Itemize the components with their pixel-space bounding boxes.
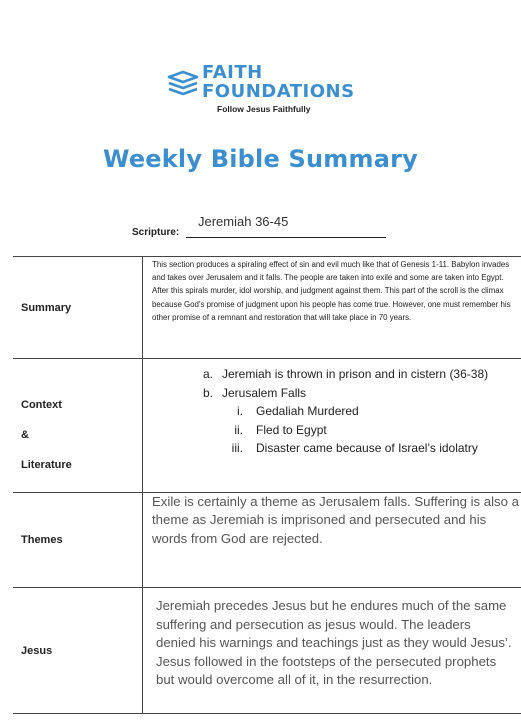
list-item-text: Gedaliah Murdered xyxy=(256,404,359,418)
logo-wordmark-line2: FOUNDATIONS xyxy=(202,81,355,102)
list-marker: i. xyxy=(237,404,243,418)
stacked-books-icon xyxy=(166,69,200,97)
context-subitem xyxy=(143,439,521,458)
list-item-text: Fled to Egypt xyxy=(256,422,327,437)
summary-label: Summary xyxy=(13,257,143,359)
context-list xyxy=(143,359,521,458)
context-cell[interactable] xyxy=(143,359,521,493)
summary-cell[interactable] xyxy=(143,257,521,359)
themes-row xyxy=(13,493,521,588)
summary-text: This section produces a spiraling effect of sin and evil much like that of Genesis 1-11. Babylon invades and takes over Jerusalem and it falls. The people are taken into exile and some are taken into Egypt. After this spirals murder, idol worship, and judgment against them. This part of the scroll is the climax because God's promise of judgment upon his people has come true. However, one must remember his other promise of a remnant and restoration that will take place in 70 years. xyxy=(152,260,511,322)
page-title: Weekly Bible Summary xyxy=(103,145,418,173)
context-label xyxy=(13,359,143,493)
summary-row xyxy=(13,257,521,359)
list-item-text: Disaster came because of Israel’s idolatry xyxy=(256,441,478,455)
themes-cell[interactable] xyxy=(143,493,521,588)
jesus-row xyxy=(13,588,521,714)
context-row xyxy=(13,359,521,493)
themes-text: Exile is certainly a theme as Jerusalem falls. Suffering is also a theme as Jeremiah is imprisoned and persecuted and his words from God are rejected. xyxy=(152,494,519,546)
brand-logo xyxy=(166,62,366,118)
list-marker: ii. xyxy=(234,422,243,437)
scripture-underline xyxy=(186,237,386,238)
themes-label: Themes xyxy=(13,493,143,588)
list-marker: iii. xyxy=(231,441,243,455)
context-item xyxy=(143,384,521,403)
list-marker: a. xyxy=(202,367,213,381)
jesus-label: Jesus xyxy=(13,588,143,714)
context-subitem xyxy=(143,421,521,440)
list-item-text: Jeremiah is thrown in prison and in cistern (36-38) xyxy=(222,367,489,381)
summary-table xyxy=(13,256,521,714)
context-item xyxy=(143,365,521,384)
scripture-label: Scripture: xyxy=(132,227,180,238)
context-subitem xyxy=(143,402,521,421)
logo-wordmark-line1: FAITH xyxy=(202,62,263,83)
context-label-line3: Literature xyxy=(21,458,72,471)
jesus-text: Jeremiah precedes Jesus but he endures much of the same suffering and persecution as jesus would. The leaders denied his warnings and teachings just as they would Jesus’. Jesus followed in the footsteps of the persecuted prophets but would overcome all of it, in the resurrection. xyxy=(156,598,512,688)
context-label-line1: Context xyxy=(21,398,62,411)
list-item-text: Jerusalem Falls xyxy=(222,385,307,400)
jesus-cell[interactable] xyxy=(143,588,521,714)
logo-tagline: Follow Jesus Faithfully xyxy=(217,104,311,114)
list-marker: b. xyxy=(202,385,213,400)
scripture-field[interactable]: Jeremiah 36-45 xyxy=(198,214,289,229)
context-label-line2: & xyxy=(21,428,29,441)
